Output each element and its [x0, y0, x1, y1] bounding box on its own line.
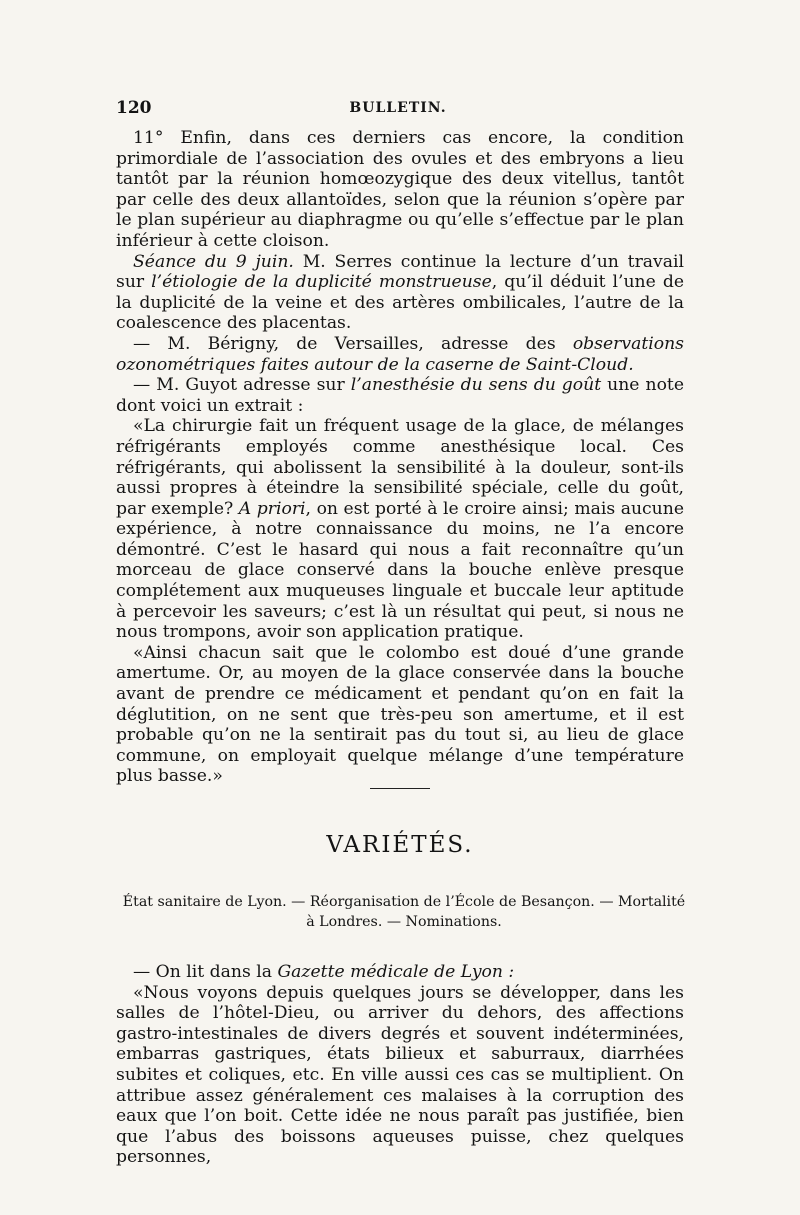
paragraph-gazette-quote: «Nous voyons depuis quelques jours se développer, dans les salles de l’hôtel-Dieu, ou arriver du dehors, des affections gastro-intestinales de divers degrés et souvent indéterminées, embarras gastriques, états bilieux et saburraux, diarrhées subites et coliques, etc. En ville aussi ces cas se multiplient. On attribue assez généralement ces malaises à la corruption des eaux que l’on boit. Cette idée ne nous paraît pas justifiée, bien que l’abus des boissons aqueuses puisse, chez quelques personnes, — [116, 982, 684, 1168]
page-number: 120 — [116, 98, 152, 118]
text-body-upper — [116, 128, 684, 787]
publication-title: Gazette médicale de Lyon : — [277, 962, 515, 982]
work-title: l’étiologie de la duplicité monstrueuse — [151, 272, 492, 293]
section-divider — [370, 788, 430, 789]
running-title: BULLETIN. — [349, 100, 447, 116]
paragraph-berigny — [116, 334, 684, 375]
paragraph-text: — M. Guyot adresse sur — [133, 375, 351, 396]
work-title: observations ozonométriques faites autour de la caserne de Saint-Cloud. — [116, 333, 684, 375]
paragraph-text: — On lit dans la — [133, 962, 278, 982]
page-header — [116, 98, 680, 122]
work-title: l’anesthésie du sens du goût — [350, 375, 602, 396]
latin-phrase: A priori — [238, 498, 306, 519]
varietes-section — [0, 788, 800, 930]
paragraph-guyot — [116, 375, 684, 416]
paragraph-text: M. Serres continue la lecture d’un travail sur — [116, 251, 684, 293]
paragraph-quote-colombo: «Ainsi chacun sait que le colombo est doué d’une grande amertume. Or, au moyen de la glace conservée dans la bouche avant de prendre ce médicament et pendant qu’on en fait la déglutition, on ne sent que très-peu son amertume, et il est probable qu’on ne la sentirait pas du tout si, au lieu de glace commune, on employait quelque mélange d’une température plus basse.» — [116, 642, 684, 787]
paragraph-quote-glace — [116, 416, 684, 643]
paragraph-text: «La chirurgie fait un fréquent usage de la glace, de mélanges réfrigérants employés comme anesthésique local. Ces réfrigérants, qui abolissent la sensibilité à la douleur, sont-ils aussi propres à éteindre la sensibilité spéciale, celle du goût, par exemple? — [116, 416, 684, 519]
paragraph-11th-point: 11° Enfin, dans ces derniers cas encore, la condition primordiale de l’association des ovules et des embryons a lieu tantôt par la réunion homœozygique des deux vitellus, tantôt par celle des deux allantoïdes, selon que la réunion s’opère par le plan supérieur au diaphragme ou qu’elle s’effectue par le plan inférieur à cette cloison. — [116, 128, 684, 251]
paragraph-text: , qu’il déduit l’une de la duplicité de la veine et des artères ombilicales, l’autre de la coalescence des placentas. — [116, 272, 684, 334]
session-date: Séance du 9 juin. — [133, 251, 294, 272]
paragraph-text: , on est porté à le croire ainsi; mais aucune expérience, à notre connaissance du moins, ne l’a encore démontré. C’est le hasard qui nous a fait reconnaître qu’un morceau de glace conservé dans la bouche enlève presque complétement aux muqueuses linguale et buccale leur aptitude à percevoir les saveurs; c’est là un résultat qui peut, si nous ne nous trompons, avoir son application pratique. — [116, 498, 684, 643]
section-title: VARIÉTÉS. — [326, 832, 474, 858]
paragraph-gazette-intro — [116, 962, 684, 983]
paragraph-text: une note dont voici un extrait : — [116, 375, 684, 416]
section-summary: État sanitaire de Lyon. — Réorganisation de l’École de Besançon. — Mortalité à Londres. — Nominations. — [122, 894, 686, 930]
paragraph-text: — M. Bérigny, de Versailles, adresse des — [133, 333, 573, 354]
paragraph-seance-9-juin — [116, 252, 684, 334]
text-body-lower — [116, 962, 684, 1168]
